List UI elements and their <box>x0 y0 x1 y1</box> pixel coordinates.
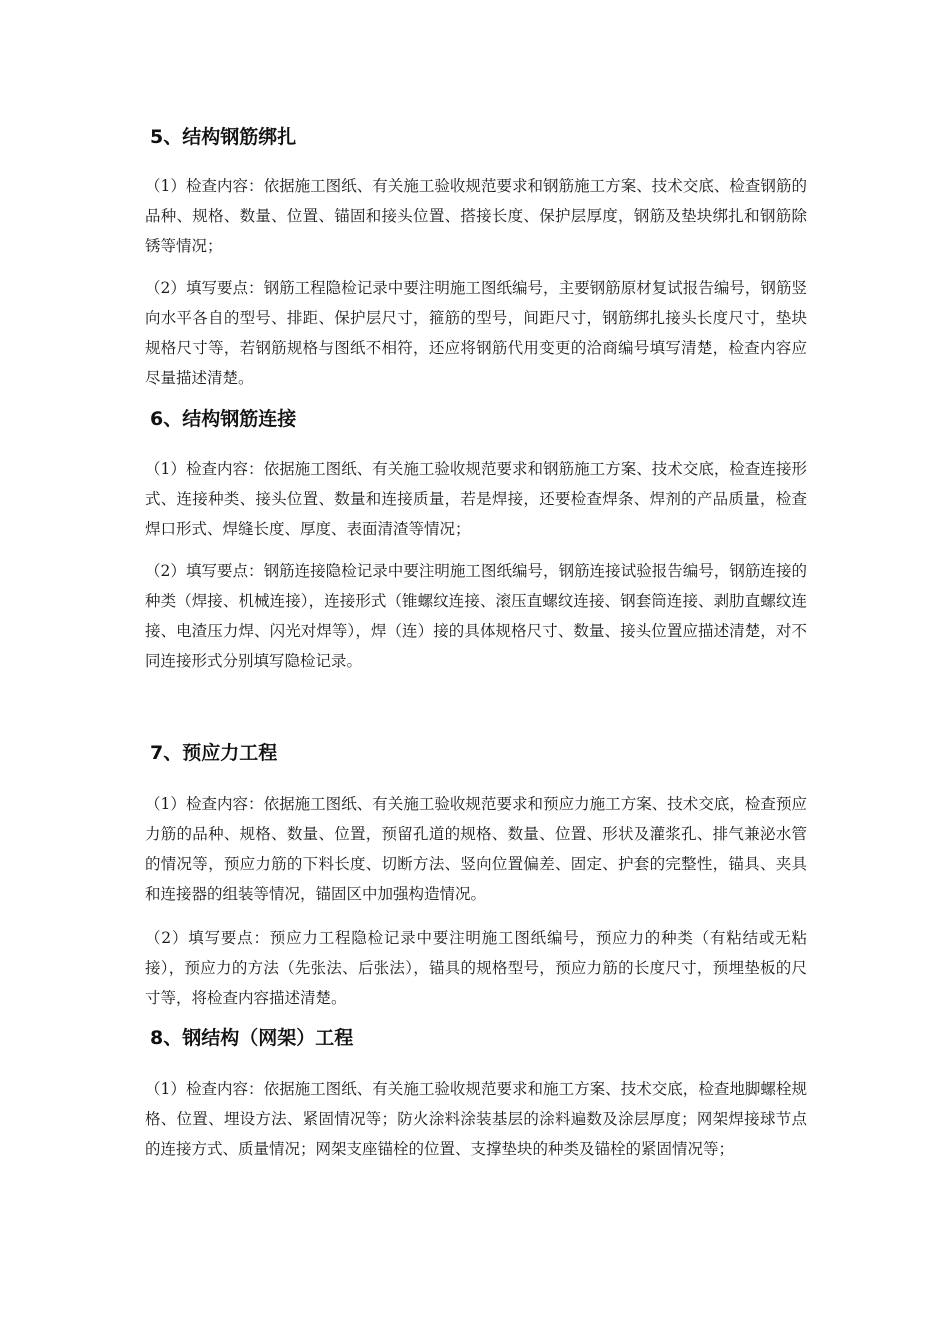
section-7-heading: 7、预应力工程 <box>150 742 278 764</box>
section-6-check-content: （1）检查内容：依据施工图纸、有关施工验收规范要求和钢筋施工方案、技术交底，检查连接形式、连接种类、接头位置、数量和连接质量，若是焊接，还要检查焊条、焊剂的产品质量，检查焊口形式、焊缝长度、厚度、表面清渣等情况； <box>145 460 807 538</box>
section-6-heading: 6、结构钢筋连接 <box>150 408 297 430</box>
section-7-filling-points: （2）填写要点：预应力工程隐检记录中要注明施工图纸编号，预应力的种类（有粘结或无粘接），预应力的方法（先张法、后张法），锚具的规格型号，预应力筋的长度尺寸，预埋垫板的尺寸等，将检查内容描述清楚。 <box>145 929 807 1007</box>
section-5-check-content: （1）检查内容：依据施工图纸、有关施工验收规范要求和钢筋施工方案、技术交底、检查钢筋的品种、规格、数量、位置、锚固和接头位置、搭接长度、保护层厚度，钢筋及垫块绑扎和钢筋除锈等情况； <box>145 177 807 255</box>
section-6-filling-points: （2）填写要点：钢筋连接隐检记录中要注明施工图纸编号，钢筋连接试验报告编号，钢筋连接的种类（焊接、机械连接），连接形式（锥螺纹连接、滚压直螺纹连接、钢套筒连接、剥肋直螺纹连接、电渣压力焊、闪光对焊等），焊（连）接的具体规格尺寸、数量、接头位置应描述清楚，对不同连接形式分别填写隐检记录。 <box>145 562 807 670</box>
section-8-heading: 8、钢结构（网架）工程 <box>150 1027 354 1049</box>
section-5-filling-points: （2）填写要点：钢筋工程隐检记录中要注明施工图纸编号，主要钢筋原材复试报告编号，钢筋竖向水平各自的型号、排距、保护层尺寸，箍筋的型号，间距尺寸，钢筋绑扎接头长度尺寸，垫块规格尺寸等，若钢筋规格与图纸不相符，还应将钢筋代用变更的洽商编号填写清楚，检查内容应尽量描述清楚。 <box>145 279 807 387</box>
section-8-check-content: （1）检查内容：依据施工图纸、有关施工验收规范要求和施工方案、技术交底，检查地脚螺栓规格、位置、埋设方法、紧固情况等；防火涂料涂装基层的涂料遍数及涂层厚度；网架焊接球节点的连接方式、质量情况；网架支座锚栓的位置、支撑垫块的种类及锚栓的紧固情况等； <box>145 1080 807 1158</box>
section-7-check-content: （1）检查内容：依据施工图纸、有关施工验收规范要求和预应力施工方案、技术交底，检查预应力筋的品种、规格、数量、位置，预留孔道的规格、数量、位置、形状及灌浆孔、排气兼泌水管的情况等，预应力筋的下料长度、切断方法、竖向位置偏差、固定、护套的完整性，锚具、夹具和连接器的组装等情况，锚固区中加强构造情况。 <box>145 795 807 903</box>
section-5-heading: 5、结构钢筋绑扎 <box>150 126 297 148</box>
